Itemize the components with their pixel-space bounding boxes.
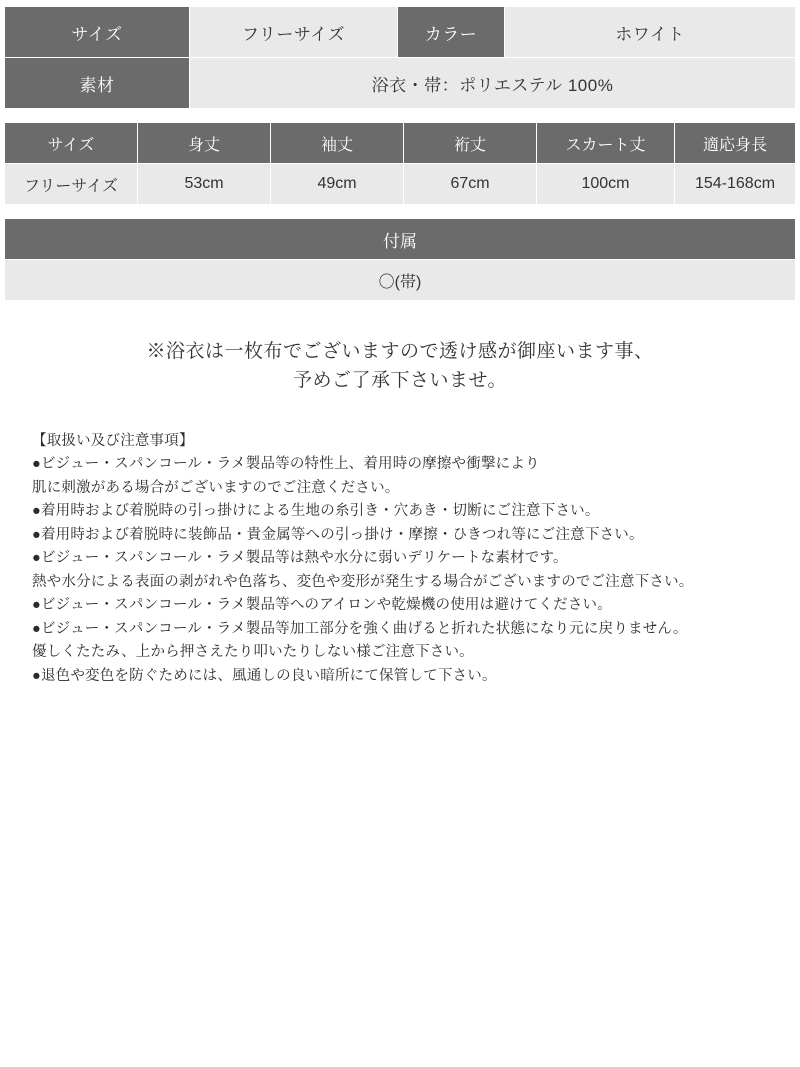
sheer-notice <box>4 337 796 396</box>
care-line: 肌に刺激がある場合がございますのでご注意ください。 <box>32 479 400 496</box>
spacer <box>4 205 796 218</box>
size-cell-skirt: 100cm <box>537 164 675 205</box>
care-line: ●退色や変色を防ぐためには、風通しの良い暗所にて保管して下さい。 <box>32 667 497 684</box>
care-line: ●ビジュー・スパンコール・ラメ製品等の特性上、着用時の摩擦や衝撃により <box>32 456 540 473</box>
spec-table <box>4 6 796 109</box>
size-cell-sleeve: 49cm <box>271 164 404 205</box>
size-header-sleeve: 袖丈 <box>271 123 404 164</box>
table-row <box>5 164 796 205</box>
care-instructions <box>32 430 796 688</box>
table-row <box>5 260 796 301</box>
table-header-row <box>5 219 796 260</box>
accessory-table <box>4 218 796 301</box>
table-header-row <box>5 123 796 164</box>
size-header-yuki: 裄丈 <box>404 123 537 164</box>
size-cell-size: フリーサイズ <box>5 164 138 205</box>
size-cell-height: 154-168cm <box>675 164 796 205</box>
care-line: ●着用時および着脱時の引っ掛けによる生地の糸引き・穴あき・切断にご注意下さい。 <box>32 503 600 520</box>
sheer-notice-line-1: ※浴衣は一枚布でございますので透け感が御座います事、 <box>146 341 654 362</box>
size-header-size: サイズ <box>5 123 138 164</box>
size-header-height: 適応身長 <box>675 123 796 164</box>
spec-value-color: ホワイト <box>505 7 796 58</box>
table-row <box>5 58 796 109</box>
table-row <box>5 7 796 58</box>
size-cell-yuki: 67cm <box>404 164 537 205</box>
care-line: 優しくたたみ、上から押さえたり叩いたりしない様ご注意下さい。 <box>32 644 474 661</box>
care-line: ●着用時および着脱時に装飾品・貴金属等への引っ掛け・摩擦・ひきつれ等にご注意下さい。 <box>32 526 644 543</box>
spec-label-size: サイズ <box>5 7 190 58</box>
sheer-notice-line-2: 予めご了承下さいませ。 <box>293 370 507 392</box>
spec-label-material: 素材 <box>5 58 190 109</box>
spec-value-size: フリーサイズ <box>190 7 398 58</box>
spec-label-color: カラー <box>398 7 505 58</box>
care-line: ●ビジュー・スパンコール・ラメ製品等加工部分を強く曲げると折れた状態になり元に戻りません。 <box>32 620 688 637</box>
size-header-length: 身丈 <box>138 123 271 164</box>
spec-value-material: 浴衣・帯：ポリエステル 100% <box>190 58 796 109</box>
spacer <box>4 109 796 122</box>
size-header-skirt: スカート丈 <box>537 123 675 164</box>
accessory-header: 付属 <box>5 219 796 260</box>
size-table <box>4 122 796 205</box>
care-title: 【取扱い及び注意事項】 <box>32 432 194 449</box>
accessory-value: 〇(帯) <box>5 260 796 301</box>
care-line: ●ビジュー・スパンコール・ラメ製品等へのアイロンや乾燥機の使用は避けてください。 <box>32 597 612 614</box>
care-line: ●ビジュー・スパンコール・ラメ製品等は熱や水分に弱いデリケートな素材です。 <box>32 550 568 567</box>
care-line: 熱や水分による表面の剥がれや色落ち、変色や変形が発生する場合がございますのでご注意下さい。 <box>32 573 694 590</box>
size-cell-length: 53cm <box>138 164 271 205</box>
